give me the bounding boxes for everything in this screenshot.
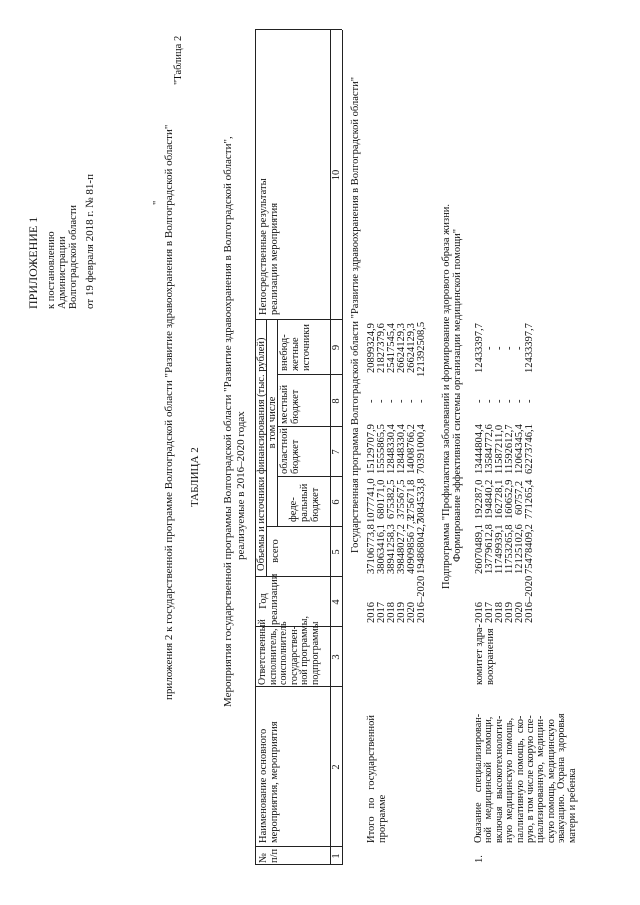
row1-regional-2019: 11592612,7	[504, 424, 515, 474]
header-responsible: Ответственный исполнитель, соисполнитель государствен- ной программы, подпрограммы	[257, 616, 321, 685]
row1-extra-2020: -	[514, 346, 525, 350]
row1-local-2018: -	[494, 399, 505, 403]
col-number-6: 6	[331, 499, 342, 505]
total-regional-2020: 14008766,2	[406, 424, 417, 474]
appendix-line-1: к постановлению	[46, 231, 57, 309]
header-name: Наименование основного мероприятия, мероприятия	[258, 721, 280, 843]
total-year-2019: 2019	[396, 602, 407, 623]
section-program-title: Государственная программа Волгоградской области "Развитие здравоохранения в Волгоградской области"	[350, 76, 361, 553]
total-local-2017: -	[376, 399, 387, 403]
total-sum-2019: 39848027,2	[396, 524, 407, 574]
total-regional-2018: 12848330,4	[386, 424, 397, 474]
table-label-right: "Таблица 2	[173, 35, 184, 85]
row1-extra-2016: 12433397,7	[474, 323, 485, 373]
appendix-date-line: от 19 февраля 2018 г. № 81-п	[84, 174, 96, 309]
header-year: Год реализации	[258, 573, 280, 625]
header-federal: феде- ральный бюджет	[288, 483, 321, 522]
row1-extra-2019: -	[504, 346, 515, 350]
table-title: ТАБЛИЦА 2	[189, 447, 201, 507]
total-federal-2017: 680171,0	[376, 479, 387, 519]
total-federal-2019: 375567,5	[396, 479, 407, 519]
total-sum-2018: 38941258,3	[386, 524, 397, 574]
row1-regional-2017: 13584772,6	[484, 424, 495, 474]
row1-federal-2016: 192287,0	[474, 479, 485, 519]
row1-total-2020: 12125102,6	[514, 524, 525, 574]
col-number-1: 1	[331, 853, 342, 859]
total-year-2016: 2016	[366, 602, 377, 623]
row1-local-2019: -	[504, 399, 515, 403]
subprogram-title-line-1: Подпрограмма "Профилактика заболеваний и формирование здорового образа жизни.	[441, 203, 452, 589]
total-extra-2016-2020: 121392508,5	[416, 321, 427, 377]
total-year-2020: 2020	[406, 602, 417, 623]
row1-responsible: комитет здра- воохранения	[474, 623, 496, 685]
header-local: местный бюджет	[279, 384, 301, 424]
row1-year-2018: 2018	[494, 602, 505, 623]
header-extrabudget: внебюд- жетные источники	[279, 324, 312, 371]
header-num: № п/п	[258, 848, 280, 863]
row1-total-2019: 11753265,8	[504, 524, 515, 574]
row1-total-2016: 26070489,1	[474, 524, 485, 574]
heading-line-2: реализуемые в 2016–2020 годах	[235, 411, 247, 560]
row1-local-2020: -	[514, 399, 525, 403]
col-number-4: 4	[331, 599, 342, 605]
row1-year-2019: 2019	[504, 602, 515, 623]
header-total: всего	[270, 539, 281, 563]
total-extra-2020: 26624129,3	[406, 323, 417, 373]
row1-total-2018: 11749939,1	[494, 524, 505, 574]
row1-federal-2016-2020: 771265,4	[524, 479, 535, 519]
subprogram-title-line-2: Формирование эффективной системы организации медицинской помощи"	[452, 228, 463, 562]
row1-federal-2020: 60757,2	[514, 480, 525, 515]
col-number-3: 3	[331, 654, 342, 660]
row1-total-2016-2020: 75478409,2	[524, 524, 535, 574]
row1-regional-2018: 11587211,0	[494, 424, 505, 474]
row1-local-2016-2020: -	[524, 399, 535, 403]
total-sum-2017: 38063416,1	[376, 524, 387, 574]
total-year-2016-2020: 2016–2020	[416, 575, 427, 623]
col-number-10: 10	[331, 169, 342, 181]
total-federal-2016: 1077741,0	[366, 478, 377, 523]
total-federal-2016-2020: 3084533,8	[416, 478, 427, 523]
total-sum-2020: 40909856 7,3	[406, 516, 417, 574]
row1-total-2017: 13779612,8	[484, 524, 495, 574]
header-regional: областной бюджет	[279, 428, 301, 474]
row1-name: Оказание специализирован- ной медицинской помощи, включая высокотехнологич- ную медицинскую помощь, паллиативную помощь, ско- рую, в том числе скорую спе- циализированную, медицин- скую помощь, медицинскую эвакуацию. Охрана здоровья матери и ребенка	[473, 713, 578, 843]
total-extra-2019: 26624129,3	[396, 323, 407, 373]
col-number-2: 2	[331, 764, 342, 770]
row1-federal-2019: 160652,9	[504, 479, 515, 519]
col-number-7: 7	[331, 449, 342, 455]
row1-regional-2016-2020: 62273746,1	[524, 424, 535, 474]
col-number-8: 8	[331, 398, 342, 404]
row1-regional-2016: 13444804,4	[474, 424, 485, 474]
appendix-line-2: Администрации	[57, 236, 68, 309]
total-local-2019: -	[396, 399, 407, 403]
row1-extra-2016-2020: 12433397,7	[524, 323, 535, 373]
total-regional-2016-2020: 70391000,4	[416, 424, 427, 474]
row1-year-2016: 2016	[474, 602, 485, 623]
total-sum-2016: 37106773,8	[366, 524, 377, 574]
heading-line-1: Мероприятия государственной программы Волгоградской области "Развитие здравоохранения в Волгоградской области",	[222, 136, 234, 707]
row1-year-2016-2020: 2016–2020	[524, 575, 535, 623]
row1-year-2017: 2017	[484, 602, 495, 623]
row1-regional-2020: 12064345,4	[514, 424, 525, 474]
row1-extra-2017: -	[484, 346, 495, 350]
total-year-2018: 2018	[386, 602, 397, 623]
total-federal-2020: 275671,8	[406, 479, 417, 519]
total-local-2020: -	[406, 399, 417, 403]
row1-federal-2018: 162728,1	[494, 479, 505, 519]
row1-number: 1.	[474, 855, 485, 863]
total-local-2016: -	[366, 399, 377, 403]
total-extra-2016: 20899324,9	[366, 323, 377, 373]
row1-year-2020: 2020	[514, 602, 525, 623]
row1-local-2017: -	[484, 399, 495, 403]
total-local-2018: -	[386, 399, 397, 403]
header-including: в том числе	[267, 396, 278, 449]
total-federal-2018: 675382,5	[386, 479, 397, 519]
total-year-2017: 2017	[376, 602, 387, 623]
total-regional-2019: 12848330,4	[396, 424, 407, 474]
total-regional-2017: 15555865,5	[376, 424, 387, 474]
col-number-5: 5	[331, 549, 342, 555]
row1-extra-2018: -	[494, 346, 505, 350]
header-funding: Объемы и источники финансирования (тыс. рублей)	[256, 337, 267, 571]
total-local-2016-2020: -	[416, 399, 427, 403]
row1-federal-2017: 194840,2	[484, 479, 495, 519]
header-results: Непосредственные результаты реализации мероприятия	[258, 178, 280, 315]
row1-local-2016: -	[474, 399, 485, 403]
total-regional-2016: 15129707,9	[366, 424, 377, 474]
total-extra-2017: 21827379,6	[376, 323, 387, 373]
appendix-subtitle: приложения 2 к государственной программе Волгоградской области "Развитие здравоохранения в Волгоградской области"	[163, 124, 175, 700]
col-number-9: 9	[331, 344, 342, 351]
quote-mark: "	[152, 200, 163, 205]
appendix-line-3: Волгоградской области	[68, 204, 79, 309]
total-extra-2018: 25417545,4	[386, 323, 397, 373]
total-sum-2016-2020: 194868042,7	[416, 518, 427, 574]
total-row-label: Итого по государственной программе	[366, 714, 388, 843]
appendix-title: ПРИЛОЖЕНИЕ 1	[26, 216, 40, 309]
